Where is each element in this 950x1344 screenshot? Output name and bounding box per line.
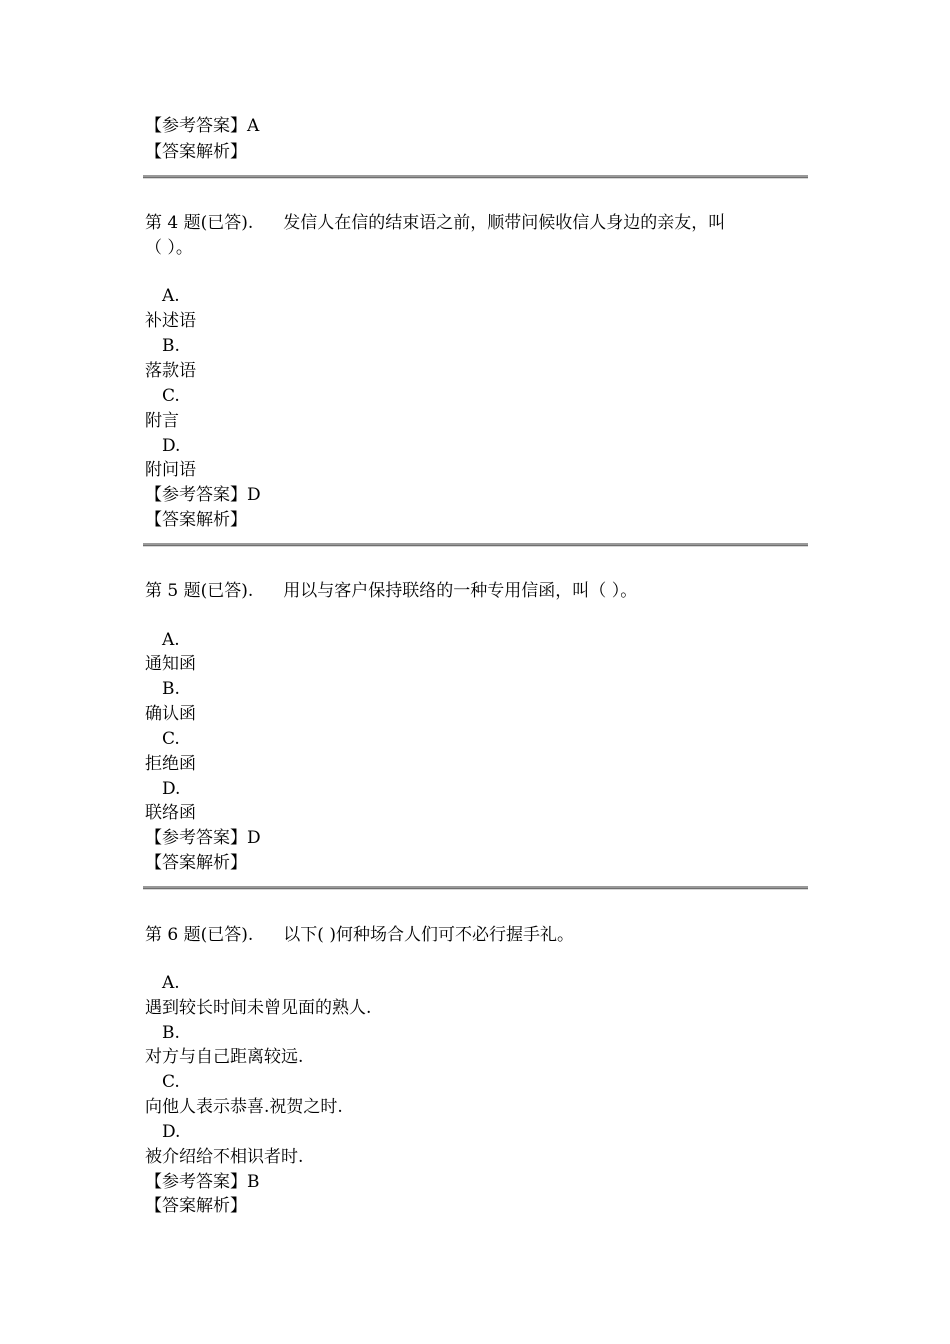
reference-answer xyxy=(145,484,261,506)
answer-value: D xyxy=(247,485,261,505)
option-text: 被介绍给不相识者时. xyxy=(145,1147,304,1167)
question-stem xyxy=(145,580,637,602)
question-stem xyxy=(145,212,725,234)
option-letter: C. xyxy=(162,729,180,749)
option-letter: B. xyxy=(162,679,180,699)
answer-value: A xyxy=(247,116,260,136)
reference-answer xyxy=(145,1171,260,1193)
answer-explanation-label: 【答案解析】 xyxy=(145,1196,247,1216)
question-number: 第 6 题(已答). xyxy=(145,925,254,945)
question-text: 发信人在信的结束语之前，顺带问候收信人身边的亲友，叫 xyxy=(283,213,726,233)
reference-answer xyxy=(145,115,259,137)
section-divider xyxy=(143,886,808,890)
answer-value: D xyxy=(247,828,261,848)
option-letter: C. xyxy=(162,1072,180,1092)
option-letter: B. xyxy=(162,336,180,356)
option-letter: B. xyxy=(162,1023,180,1043)
answer-label: 【参考答案】 xyxy=(145,1172,247,1192)
option-text: 对方与自己距离较远. xyxy=(145,1047,304,1067)
option-text: 拒绝函 xyxy=(145,754,196,774)
option-text: 确认函 xyxy=(145,704,196,724)
question-number: 第 4 题(已答). xyxy=(145,213,254,233)
answer-value: B xyxy=(247,1172,260,1192)
question-text: 以下( )何种场合人们可不必行握手礼。 xyxy=(283,925,574,945)
option-letter: D. xyxy=(162,1122,181,1142)
question-text: 用以与客户保持联络的一种专用信函，叫（ ）。 xyxy=(283,581,638,601)
answer-explanation-label: 【答案解析】 xyxy=(145,142,247,162)
answer-label: 【参考答案】 xyxy=(145,116,247,136)
answer-label: 【参考答案】 xyxy=(145,828,247,848)
option-text: 向他人表示恭喜.祝贺之时. xyxy=(145,1097,343,1117)
option-text: 附问语 xyxy=(145,460,196,480)
option-text: 联络函 xyxy=(145,803,196,823)
answer-explanation-label: 【答案解析】 xyxy=(145,853,247,873)
section-divider xyxy=(143,543,808,547)
question-number: 第 5 题(已答). xyxy=(145,581,254,601)
section-divider xyxy=(143,175,808,179)
option-text: 补述语 xyxy=(145,311,196,331)
answer-label: 【参考答案】 xyxy=(145,485,247,505)
option-text: 通知函 xyxy=(145,654,196,674)
option-letter: A. xyxy=(162,630,180,650)
answer-explanation-label: 【答案解析】 xyxy=(145,510,247,530)
option-text: 落款语 xyxy=(145,361,196,381)
option-text: 附言 xyxy=(145,411,179,431)
option-letter: A. xyxy=(162,973,180,993)
option-letter: A. xyxy=(162,286,180,306)
question-stem-continued: （ ）。 xyxy=(145,238,193,258)
option-letter: C. xyxy=(162,386,180,406)
reference-answer xyxy=(145,827,261,849)
option-text: 遇到较长时间未曾见面的熟人. xyxy=(145,998,372,1018)
option-letter: D. xyxy=(162,436,181,456)
question-stem xyxy=(145,924,574,946)
option-letter: D. xyxy=(162,779,181,799)
